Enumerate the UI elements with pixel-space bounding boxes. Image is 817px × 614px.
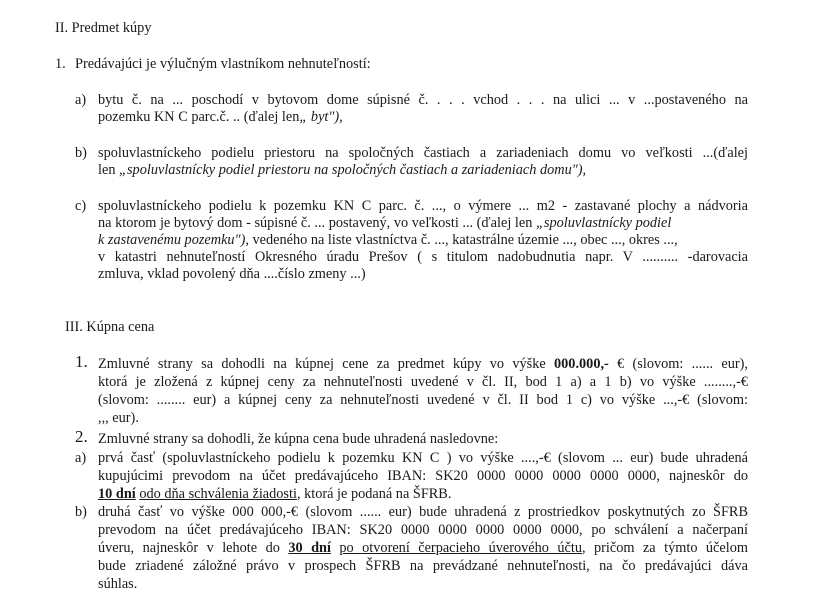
section-ii-a-line-2-italic: „ byt"), <box>299 109 343 125</box>
section-iii-b-line-3 <box>98 539 748 557</box>
section-iii-item-2-text: Zmluvné strany sa dohodli, že kúpna cena bude uhradená nasledovne: <box>98 431 499 447</box>
section-iii-item-1-line-2: ktorá je zložená z kúpnej ceny za nehnuteľnosti uvedené v čl. II, bod 1 a) a 1 b) vo výške ........,-€ <box>98 374 748 390</box>
section-iii-item-2-number: 2. <box>75 427 88 446</box>
section-iii-item-1-price: 000.000,- <box>554 356 609 372</box>
section-ii-b-line-2 <box>98 161 586 179</box>
section-iii-b-deadline-days: 30 dní <box>288 540 331 556</box>
section-iii-a-line-3 <box>98 485 451 503</box>
section-ii-c-line-4: v katastri nehnuteľností Okresného úradu Prešov ( s titulom nadobudnutia napr. V .......... -darovacia <box>98 249 748 265</box>
section-iii-item-1-number: 1. <box>75 352 88 371</box>
section-ii-item-1-text: Predávajúci je výlučným vlastníkom nehnuteľností: <box>75 56 371 72</box>
section-iii-item-1-line-1-post: € (slovom: ...... eur), <box>608 356 748 372</box>
section-iii-item-1-line-1 <box>98 355 748 373</box>
section-ii-c-line-2-italic: „spoluvlastnícky podiel <box>535 215 672 231</box>
section-ii-a-line-1: bytu č. na ... poschodí v bytovom dome súpisné č. . . . vchod . . . na ulici ... v ...postaveného na <box>98 92 748 108</box>
section-ii-a-label: a) <box>75 92 87 108</box>
section-ii-c-line-3-italic: k zastavenému pozemku"), <box>98 232 249 248</box>
section-ii-c-line-2 <box>98 214 671 232</box>
section-iii-a-line-2: kupujúcimi prevodom na účet predávajúceho IBAN: SK20 0000 0000 0000 0000 0000, najneskôr do <box>98 468 748 484</box>
section-iii-heading: III. Kúpna cena <box>65 319 155 335</box>
section-ii-a-line-2-text: pozemku KN C parc.č. .. (ďalej len <box>98 109 300 125</box>
section-ii-a-line-2 <box>98 108 343 126</box>
section-iii-b-line-1: druhá časť vo výške 000 000,-€ (slovom ...... eur) bude uhradená z prostriedkov poskytnutých zo ŠFRB <box>98 504 748 520</box>
section-iii-a-label: a) <box>75 450 87 466</box>
section-ii-b-label: b) <box>75 145 87 161</box>
section-ii-c-label: c) <box>75 198 87 214</box>
section-ii-item-1-number: 1. <box>55 56 66 72</box>
section-ii-c-line-3-text: vedeného na liste vlastníctva č. ..., katastrálne územie ..., obec ..., okres ..., <box>248 232 678 248</box>
section-ii-c-line-2-text: na ktorom je bytový dom - súpisné č. ... postavený, vo veľkosti ... (ďalej len <box>98 215 533 231</box>
section-iii-b-line-2: prevodom na účet predávajúceho IBAN: SK20 0000 0000 0000 0000 0000, po schválení a načerpaní <box>98 522 748 538</box>
section-ii-c-line-3 <box>98 231 678 249</box>
section-iii-b-label: b) <box>75 504 87 520</box>
section-iii-item-1-line-4: ,,, eur). <box>98 410 139 426</box>
section-iii-b-line-3-post: , pričom za týmto účelom <box>582 540 748 556</box>
section-iii-a-line-3-post: , ktorá je podaná na ŠFRB. <box>296 486 452 502</box>
section-iii-a-deadline-condition: odo dňa schválenia žiadosti <box>139 486 297 502</box>
section-ii-heading: II. Predmet kúpy <box>55 20 152 36</box>
section-iii-item-1-line-1-pre: Zmluvné strany sa dohodli na kúpnej cene za predmet kúpy vo výške <box>98 356 554 372</box>
section-iii-item-1-line-3: (slovom: ........ eur) a kúpnej ceny za nehnuteľnosti uvedené v čl. II bod 1 c) vo výške ...,-€ (slovom: <box>98 392 748 408</box>
section-iii-b-line-5: súhlas. <box>98 576 138 592</box>
section-ii-b-line-2-italic: „spoluvlastnícky podiel priestoru na spoločných častiach a zariadeniach domu"), <box>119 162 587 178</box>
section-ii-c-line-5: zmluva, vklad povolený dňa ....číslo zmeny ...) <box>98 266 366 282</box>
section-iii-b-line-4: bude zriadené záložné právo v prospech ŠFRB na prevádzané nehnuteľnosti, na čo predávajúci dáva <box>98 558 748 574</box>
section-iii-b-line-3-pre: úveru, najneskôr v lehote do <box>98 540 289 556</box>
section-ii-b-line-1: spoluvlastníckeho podielu priestoru na spoločných častiach a zariadeniach domu vo veľkosti ...(ďalej <box>98 145 748 161</box>
section-iii-a-deadline-days: 10 dní <box>98 486 136 502</box>
section-iii-b-deadline-condition: po otvorení čerpacieho úverového účtu <box>339 540 582 556</box>
section-ii-c-line-1: spoluvlastníckeho podielu k pozemku KN C parc. č. ..., o výmere ... m2 - zastavané plochy a nádvoria <box>98 198 748 214</box>
section-ii-b-line-2-text: len <box>98 162 116 178</box>
section-iii-a-line-1: prvá časť (spoluvlastníckeho podielu k pozemku KN C ) vo výške ....,-€ (slovom ... eur) bude uhradená <box>98 450 748 466</box>
